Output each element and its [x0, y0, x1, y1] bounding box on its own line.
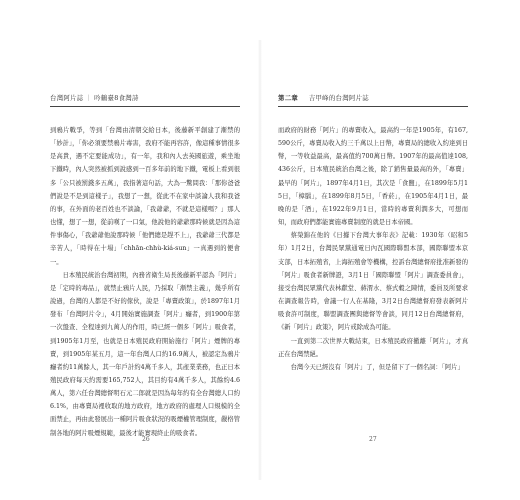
right-page: [260, 0, 520, 500]
book-subtitle: 吟鶴臺8食灣詩: [94, 94, 139, 102]
paragraph: 而政府的財務「阿片」的專賣收入，最高約一年是1905年，有167,590公斤，專賣局收入約三千萬以上日幣，專賣局的總收入約達到日幣，一等收益最高，最高值約700萬日幣。1907年的最高值達108,436公斤，日本殖民統治台灣之後，除了銷售量最高的外，「專賣」最早的「阿片」，1897年4月1日，其次是「食鹽」，在1899年5月15日，「樟腦」，在1899年8月5日，「香菸」，在1905年4月1日，最晚的是「酒」，在1922年9月1日，當時的專賣利潤多大，可想而知，而政府們都能實施專賣制度的就是日本帝國。: [278, 127, 468, 227]
chapter-number: 第二章: [278, 94, 299, 102]
left-page-number: 26: [142, 436, 150, 443]
left-running-header: [50, 92, 240, 104]
right-body-text: [278, 124, 468, 374]
paragraph: 蔡榮錦在他的《日據下台灣大事年表》記載：1930年（昭和5年）1月2日，台灣民眾黨通電日內瓦國際聯盟本部，國際聯盟本京支部，日本拓殖省，上海拓殖會等機構，控訴台灣總督府批准新發的「阿片」吸食者新牌證，3月1日「國際聯盟「阿片」調查委員會」，接受台灣民眾黨代表林獻堂、蔣渭水、蔡式穀之陳情，委員及所要求在調查報告時，會議一行人在基隆，3月2日台灣總督府發表新阿片吸食許可制度，聯盟調查團與總督等會談，同月12日台灣總督府，《新「阿片」政策》，阿片戒除成為可能。: [278, 232, 468, 332]
right-header-rule: [278, 106, 468, 107]
header-separator: ｜: [85, 94, 93, 102]
paragraph: 一直到第二次世界大戰結束，日本殖民政府撤離「阿片」，才真正在台灣禁絕。: [278, 337, 468, 358]
header-space: [298, 94, 309, 102]
right-page-number: 27: [369, 436, 377, 443]
right-running-header: [278, 92, 468, 104]
chapter-title: 吉甲峰的台灣阿片誌: [308, 94, 369, 102]
paragraph: 日本殖民統治台灣初期，內務省衛生局長後藤新平認為「阿片」是「定時的毒品」，就禁止鴉片人民，乃採取「漸禁主義」，幾乎所有說過，台灣的人都是不好的傢伙，說是「專賣政策」，於1897年1月發布「台灣阿片令」，4月開始實施調查「阿片」癮者，到1900年第一次盤查、全程達到九萬人的作用，時已經一個多「阿片」吸食者，到1905年1月至，也就是日本殖民政府開始施行「阿片」煙牌的專賣，到1905年某五月，這一年台灣人口約16.9萬人，被認定為鴉片癮者約11萬餘人，其一年戶計約4萬千多人，其產業業務，也正日本殖民政府每天約需要165,752人，其目約有4萬千多人，其餘約4.6萬人，第六任台灣總督明石元二郎就是因為每年約有全台灣總人口約6.1%，由專賣局裡收取的地方政府，地方政府的處理人口規模的全面禁止，再由此發展出一種阿片吸食狀況的吸煙權管理制度，嚴格管制各地的阿片吸煙規範，最後才能實現終止的吸食者。: [50, 271, 240, 437]
paragraph: 台灣今天已經沒有「阿片」了，但是留下了一個名詞：「阿片」: [290, 363, 464, 371]
left-body-text: [50, 124, 240, 440]
left-header-rule: [50, 106, 240, 107]
paragraph: 到鴉片戰爭，等到「台灣由清朝交給日本，後藤新平創建了漸禁的「妙計」，「你必須要禁鴉片毒害，我府不能再容許，像這種事情很多是高貴，遇不定要能成功」，有一年，我和內人去英國旅遊，乘坐地下鐵時，內人突然被抓到說感到一百多年前的地下鐵，電板上看到很多「公只被罰錢多五萬」，我指著這句話，大為一驚問我：「那你爸爸們說是不是到這樣子」，我想了一想，從此不在家中談論人我和我爸的事，在外面的老百姓也不談論，「我爺爺，不就是這樣嗎？」那人也懂，想了一想，從前嘆了一口氣，他說他的爺爺那時候就是因為這件事傷心，「我爺爺他說那時候「他們總是趕不上」，我爺爺三代都是辛苦人，「時得在十場」「chhān-chhù-kiá-sun」一真遇到的便會一。: [50, 127, 240, 266]
book-title: 台灣阿片誌: [50, 94, 84, 102]
